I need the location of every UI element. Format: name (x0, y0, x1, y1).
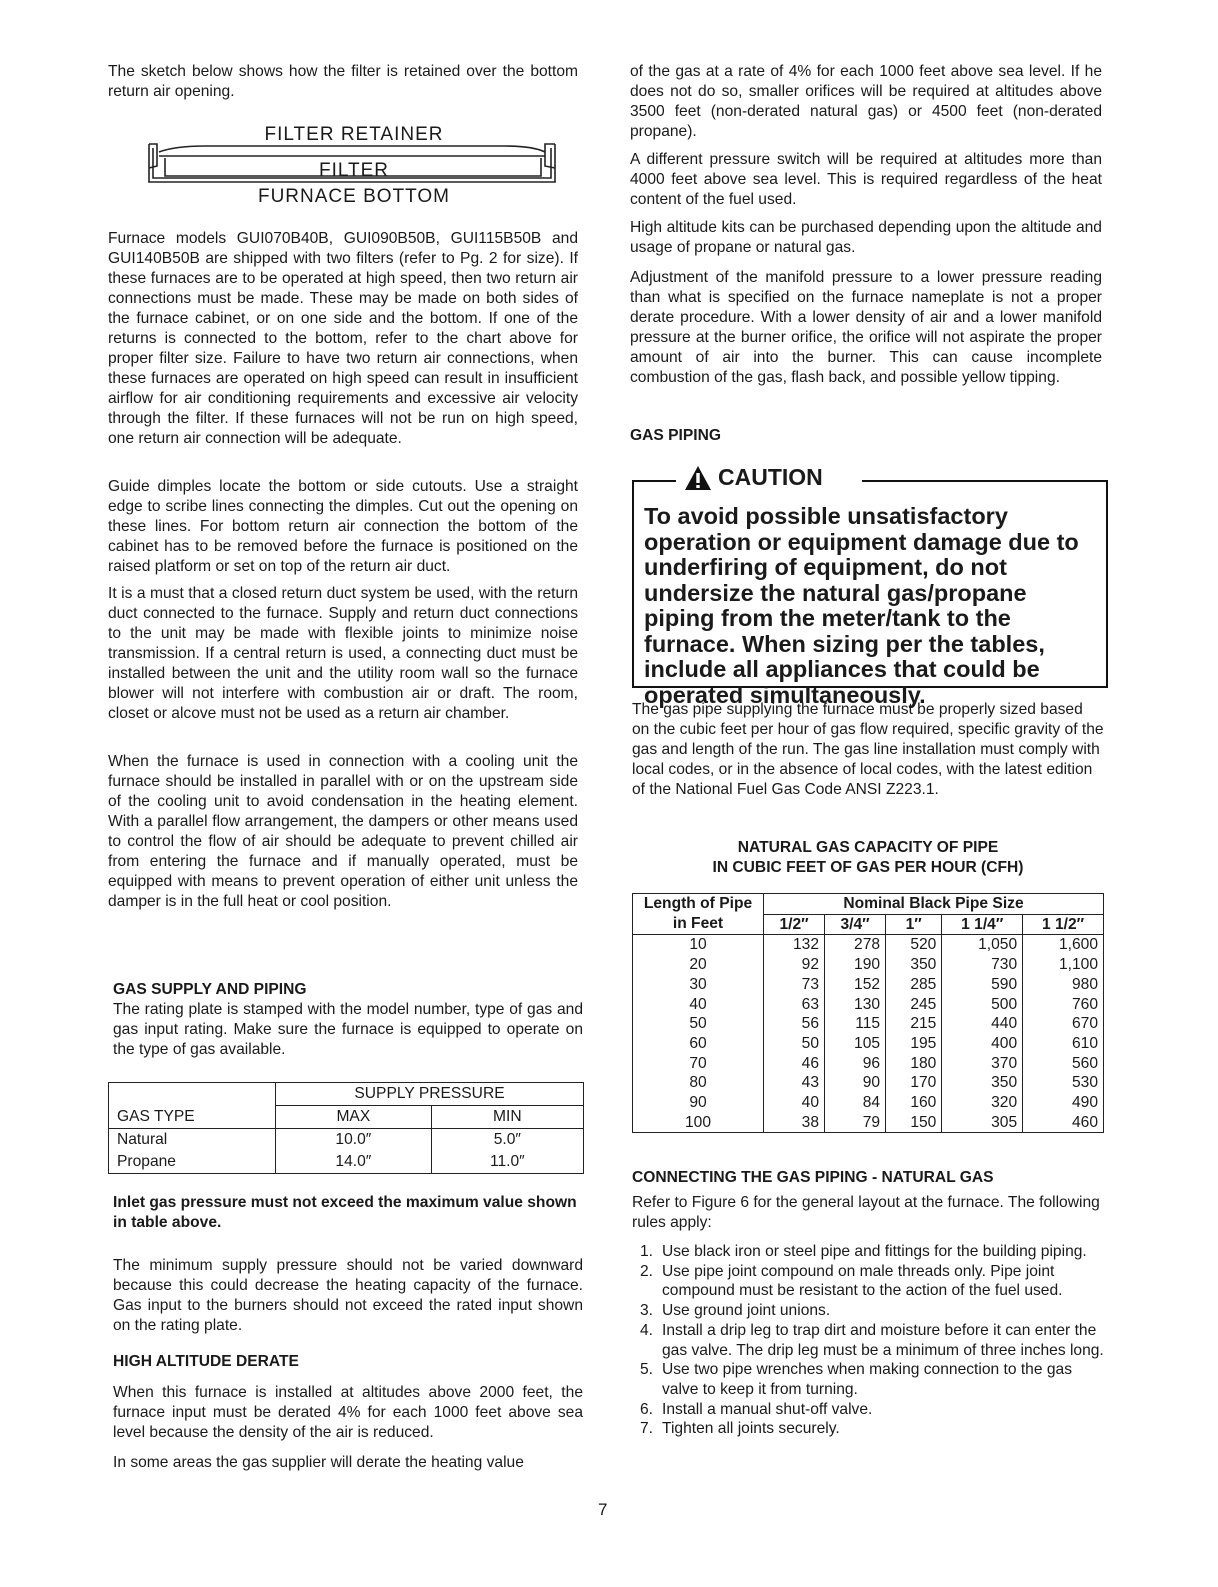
caution-box (632, 464, 1108, 708)
min-header: MIN (431, 1106, 583, 1129)
table-row (633, 1113, 1104, 1133)
table-cell: 760 (1023, 995, 1104, 1015)
table-cell: 1,050 (942, 935, 1023, 955)
table-cell: 56 (764, 1014, 825, 1034)
table-cell: Natural (109, 1129, 276, 1152)
gas-type-header: GAS TYPE (109, 1106, 276, 1129)
caution-rule-left (634, 480, 680, 482)
table-cell: 350 (886, 955, 942, 975)
table-row (633, 955, 1104, 975)
derate-paragraph: In some areas the gas supplier will derate the heating value (113, 1454, 524, 1471)
table-cell: 46 (764, 1054, 825, 1074)
table-cell: 100 (633, 1113, 764, 1133)
list-number: 7. (640, 1420, 654, 1438)
list-item (632, 1419, 1104, 1439)
list-item (632, 1321, 1104, 1360)
table-cell: 10.0″ (276, 1129, 432, 1152)
list-number: 5. (640, 1361, 654, 1379)
table-cell: 440 (942, 1014, 1023, 1034)
intro-text: The sketch below shows how the filter is retained over the bottom return air opening. (108, 63, 578, 100)
table-cell: 285 (886, 975, 942, 995)
list-item (632, 1242, 1104, 1262)
caution-message: To avoid possible unsatisfactory operation or equipment damage due to underfiring of equipment, do not undersize the natural gas/propane piping from the meter/tank to the furnace. When sizing per the tables, include all appliances that could be operated simultaneously. (644, 503, 1079, 708)
table-cell: 980 (1023, 975, 1104, 995)
table-cell: 11.0″ (431, 1151, 583, 1174)
pipe-table-title-line1: NATURAL GAS CAPACITY OF PIPE (737, 839, 999, 856)
connecting-heading: CONNECTING THE GAS PIPING - NATURAL GAS (632, 1169, 994, 1186)
table-row (633, 1054, 1104, 1074)
table-cell: 50 (764, 1034, 825, 1054)
gas-supply-text: The rating plate is stamped with the model number, type of gas and gas input rating. Make sure the furnace is equipped to operate on the type of gas available. (113, 1001, 583, 1058)
table-cell: 1,100 (1023, 955, 1104, 975)
table-cell: 5.0″ (431, 1129, 583, 1152)
table-cell: 14.0″ (276, 1151, 432, 1174)
page-number: 7 (598, 1500, 608, 1519)
table-cell: 590 (942, 975, 1023, 995)
pipe-size-cell: 1 1/2″ (1023, 914, 1104, 935)
altitude-kits-paragraph: High altitude kits can be purchased depending upon the altitude and usage of propane or natural gas. (630, 219, 1102, 256)
table-cell: 38 (764, 1113, 825, 1133)
table-cell: 305 (942, 1113, 1023, 1133)
table-cell: 490 (1023, 1093, 1104, 1113)
min-supply-paragraph: The minimum supply pressure should not be varied downward because this could decrease the heating capacity of the furnace. Gas input to the burners should not exceed the rated input shown on the rating plate. (113, 1257, 583, 1334)
dimples-paragraph: Guide dimples locate the bottom or side cutouts. Use a straight edge to scribe lines connecting the dimples. Cut out the opening on these lines. For bottom return air connection the bottom of the cabinet has to be removed before the furnace is positioned on the raised platform or set on top of the return air duct. (108, 478, 578, 575)
table-cell: 63 (764, 995, 825, 1015)
table-row (633, 935, 1104, 955)
pipe-table-title (632, 838, 1104, 878)
table-cell: 160 (886, 1093, 942, 1113)
length-header: Length of Pipe in Feet (633, 894, 764, 935)
filter-retainer-label: FILTER RETAINER (264, 124, 444, 145)
list-item-text: Use black iron or steel pipe and fittings for the building piping. (662, 1243, 1087, 1260)
supply-pressure-header: SUPPLY PRESSURE (276, 1083, 584, 1106)
altitude-paragraph: When this furnace is installed at altitudes above 2000 feet, the furnace input must be derated 4% for each 1000 feet above sea level because the density of the air is reduced. (113, 1384, 583, 1441)
caution-title: CAUTION (718, 464, 823, 490)
table-cell: 400 (942, 1034, 1023, 1054)
list-item-text: Use ground joint unions. (662, 1302, 831, 1320)
list-number: 6. (640, 1400, 654, 1418)
pipe-table-title-line2: IN CUBIC FEET OF GAS PER HOUR (CFH) (712, 859, 1024, 876)
table-cell: 96 (825, 1054, 886, 1074)
table-row (633, 1034, 1104, 1054)
rules-list (632, 1242, 1104, 1439)
table-cell: 670 (1023, 1014, 1104, 1034)
table-row (633, 1073, 1104, 1093)
table-cell: 130 (825, 995, 886, 1015)
table-row (633, 995, 1104, 1015)
max-header: MAX (276, 1106, 432, 1129)
table-cell: 150 (886, 1113, 942, 1133)
table-cell: Propane (109, 1151, 276, 1174)
table-cell: 43 (764, 1073, 825, 1093)
table-cell: 245 (886, 995, 942, 1015)
list-item-text: Install a manual shut-off valve. (662, 1400, 873, 1418)
orifice-paragraph: of the gas at a rate of 4% for each 1000 feet above sea level. If he does not do so, smaller orifices will be required at altitudes above 3500 feet (non-derated natural gas) or 4500 feet (non-derated propane). (630, 63, 1102, 140)
table-cell: 40 (764, 1093, 825, 1113)
table-cell: 195 (886, 1034, 942, 1054)
table-cell: 730 (942, 955, 1023, 975)
list-item-text: Use pipe joint compound on male threads only. Pipe joint compound must be resistant to the action of the fuel used. (662, 1262, 1063, 1300)
cooling-unit-paragraph: When the furnace is used in connection with a cooling unit the furnace should be installed in parallel with or on the upstream side of the cooling unit to avoid condensation in the heating element. With a parallel flow arrangement, the dampers or other means used to control the flow of air should be adequate to prevent chilled air from entering the furnace and if manually operated, must be equipped with means to prevent operation of either unit unless the damper is in the full heat or cool position. (108, 753, 578, 910)
list-number: 2. (640, 1262, 654, 1280)
table-cell: 115 (825, 1014, 886, 1034)
pipe-size-cell: 1″ (886, 914, 942, 935)
table-cell: 350 (942, 1073, 1023, 1093)
table-cell: 610 (1023, 1034, 1104, 1054)
table-cell: 20 (633, 955, 764, 975)
connecting-text: Refer to Figure 6 for the general layout at the furnace. The following rules apply: (632, 1194, 1100, 1231)
table-cell: 1,600 (1023, 935, 1104, 955)
table-cell: 80 (633, 1073, 764, 1093)
filter-diagram (145, 122, 563, 212)
table-cell: 90 (825, 1073, 886, 1093)
table-cell: 10 (633, 935, 764, 955)
pipe-size-header: Nominal Black Pipe Size (764, 894, 1104, 915)
list-item (632, 1301, 1104, 1321)
list-number: 4. (640, 1321, 654, 1339)
list-item (632, 1400, 1104, 1420)
table-cell: 73 (764, 975, 825, 995)
table-cell: 530 (1023, 1073, 1104, 1093)
table-cell: 90 (633, 1093, 764, 1113)
table-cell: 278 (825, 935, 886, 955)
table-cell: 215 (886, 1014, 942, 1034)
furnace-bottom-label: FURNACE BOTTOM (257, 186, 451, 207)
gas-piping-heading: GAS PIPING (630, 427, 721, 444)
pipe-size-cell: 3/4″ (825, 914, 886, 935)
table-cell: 30 (633, 975, 764, 995)
supply-pressure-table (108, 1082, 584, 1174)
filter-label: FILTER (318, 160, 390, 181)
table-cell: 500 (942, 995, 1023, 1015)
table-cell: 92 (764, 955, 825, 975)
table-cell: 560 (1023, 1054, 1104, 1074)
gas-supply-heading: GAS SUPPLY AND PIPING (113, 981, 307, 998)
return-duct-paragraph: It is a must that a closed return duct system be used, with the return duct connected to the furnace. Supply and return duct connections to the unit may be made with flexible joints to minimize noise transmission. If a central return is used, a connecting duct must be installed between the unit and the utility room wall so the furnace blower will not interfere with combustion air or draft. The room, closet or alcove must not be used as a return air chamber. (108, 585, 578, 722)
high-altitude-heading: HIGH ALTITUDE DERATE (113, 1353, 299, 1370)
table-cell: 132 (764, 935, 825, 955)
pipe-table-body (633, 935, 1104, 1133)
table-row (633, 975, 1104, 995)
list-item (632, 1262, 1104, 1301)
table-cell: 60 (633, 1034, 764, 1054)
inlet-pressure-warning: Inlet gas pressure must not exceed the maximum value shown in table above. (113, 1194, 577, 1231)
table-cell: 170 (886, 1073, 942, 1093)
manifold-pressure-paragraph: Adjustment of the manifold pressure to a lower pressure reading than what is specified on the furnace nameplate is not a proper derate procedure. With a lower density of air and a lower manifold pressure at the burner orifice, the orifice will not aspirate the proper amount of air into the burner. This can cause incomplete combustion of the gas, flash back, and possible yellow tipping. (630, 269, 1102, 386)
table-cell: 84 (825, 1093, 886, 1113)
list-item-text: Install a drip leg to trap dirt and moisture before it can enter the gas valve. The drip leg must be a minimum of three inches long. (662, 1321, 1104, 1359)
pipe-sizing-paragraph: The gas pipe supplying the furnace must be properly sized based on the cubic feet per hour of gas flow required, specific gravity of the gas and length of the run. The gas line installation must comply with local codes, or in the absence of local codes, with the latest edition of the National Fuel Gas Code ANSI Z223.1. (632, 701, 1104, 798)
table-cell: 180 (886, 1054, 942, 1074)
table-row (633, 1093, 1104, 1113)
table-cell: 105 (825, 1034, 886, 1054)
list-number: 1. (640, 1243, 654, 1260)
table-cell: 370 (942, 1054, 1023, 1074)
list-item-text: Tighten all joints securely. (662, 1420, 840, 1438)
list-item (632, 1360, 1104, 1399)
table-cell: 460 (1023, 1113, 1104, 1133)
table-cell: 320 (942, 1093, 1023, 1113)
blank-cell (109, 1083, 276, 1106)
table-cell: 152 (825, 975, 886, 995)
pipe-size-cell: 1/2″ (764, 914, 825, 935)
list-number: 3. (640, 1302, 654, 1320)
return-air-paragraph: Furnace models GUI070B40B, GUI090B50B, GUI115B50B and GUI140B50B are shipped with two filters (refer to Pg. 2 for size). If these furnaces are to be operated at high speed, then two return air connections must be made. These may be made on both sides of the furnace cabinet, or on one side and the bottom. If one of the returns is connected to the bottom, refer to the chart above for proper filter size. Failure to have two return air connections, when these furnaces are operated on high speed can result in insufficient airflow for air conditioning requirements and excessive air velocity through the filter. If these furnaces will not be run on high speed, one return air connection will be adequate. (108, 230, 578, 447)
caution-rule-right (862, 480, 1106, 482)
table-cell: 520 (886, 935, 942, 955)
table-cell: 79 (825, 1113, 886, 1133)
table-cell: 70 (633, 1054, 764, 1074)
list-item-text: Use two pipe wrenches when making connection to the gas valve to keep it from turning. (662, 1361, 1073, 1398)
pipe-size-cell: 1 1/4″ (942, 914, 1023, 935)
table-row (633, 1014, 1104, 1034)
gas-capacity-table (632, 893, 1104, 1133)
table-cell: 50 (633, 1014, 764, 1034)
pressure-switch-paragraph: A different pressure switch will be required at altitudes more than 4000 feet above sea level. This is required regardless of the heat content of the fuel used. (630, 151, 1102, 208)
warning-triangle-icon (684, 465, 712, 491)
table-cell: 40 (633, 995, 764, 1015)
table-cell: 190 (825, 955, 886, 975)
caution-header (676, 464, 831, 491)
